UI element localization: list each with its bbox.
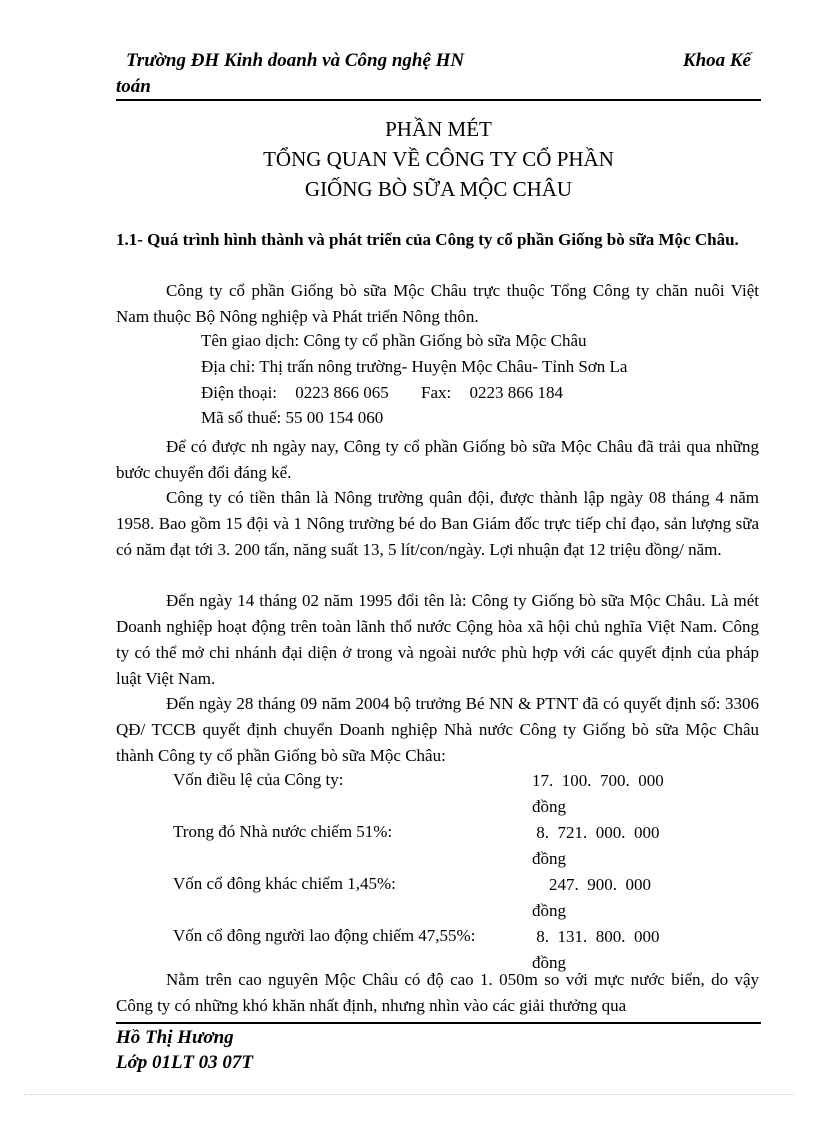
capital-label: Vốn điều lệ của Công ty:: [173, 770, 344, 789]
capital-amount: 8. 131. 800. 000: [532, 927, 660, 946]
info-phone-fax: [201, 383, 563, 403]
footer-author: Hồ Thị Hương: [116, 1027, 234, 1048]
capital-label: Vốn cổ đông khác chiếm 1,45%:: [173, 874, 396, 893]
paragraph-6: Nằm trên cao nguyên Mộc Châu có độ cao 1. 050m so với mực nước biển, do vậy Công ty có những khó khăn nhất định, nhưng nhìn vào các giải thưởng qua: [116, 970, 759, 1015]
footer-rule: [116, 1022, 761, 1024]
capital-label: Vốn cổ đông người lao động chiếm 47,55%:: [173, 926, 476, 945]
chapter-title-line-1: TỔNG QUAN VỀ CÔNG TY CỔ PHẦN: [263, 147, 614, 171]
capital-value: [532, 872, 712, 924]
chapter-title-line-2: GIỐNG BÒ SỮA MỘC CHÂU: [304, 177, 573, 201]
capital-amount: 247. 900. 000: [532, 875, 651, 894]
capital-amount: 17. 100. 700. 000: [532, 771, 664, 790]
header-department-continued: toán: [116, 76, 151, 97]
paragraph-4: Đến ngày 14 tháng 02 năm 1995 đổi tên là: Công ty Giống bò sữa Mộc Châu. Là mét Doanh nghiệp hoạt động trên toàn lãnh thổ nước Cộng hòa xã hội chủ nghĩa Việt Nam. Công ty có thể mở chi nhánh đại diện ở trong và ngoài nước phù hợp với các quyết định của pháp luật Việt Nam.: [116, 591, 759, 688]
footer-class: Lớp 01LT 03 07T: [116, 1052, 254, 1073]
phone-number: 0223 866 065: [295, 383, 389, 402]
paragraph-1: Công ty cổ phần Giống bò sữa Mộc Châu trực thuộc Tổng Công ty chăn nuôi Việt Nam thuộc Bộ Nông nghiệp và Phát triển Nông thôn.: [116, 281, 759, 326]
paragraph-2: Để có được nh ngày nay, Công ty cổ phần Giống bò sữa Mộc Châu đã trải qua những bước chuyển đổi đáng kể.: [116, 437, 759, 482]
section-heading: 1.1- Quá trình hình thành và phát triển của Công ty cổ phần Giống bò sữa Mộc Châu.: [116, 230, 739, 249]
info-address: Địa chỉ: Thị trấn nông trường- Huyện Mộc Châu- Tỉnh Sơn La: [201, 357, 628, 376]
capital-unit: đồng: [532, 953, 566, 972]
info-trade-name: Tên giao dịch: Công ty cổ phần Giống bò sữa Mộc Châu: [201, 331, 587, 350]
capital-value: [532, 820, 712, 872]
paragraph-5: Đến ngày 28 tháng 09 năm 2004 bộ trưởng Bé NN & PTNT đã có quyết định số: 3306 QĐ/ TCCB quyết định chuyển Doanh nghiệp Nhà nước Công ty Giống bò sữa Mộc Châu thành Công ty cổ phần Giống bò sữa Mộc Châu:: [116, 694, 759, 765]
capital-unit: đồng: [532, 797, 566, 816]
capital-unit: đồng: [532, 849, 566, 868]
page-bottom-dotted-line: [24, 1094, 794, 1095]
capital-value: [532, 768, 712, 820]
header-rule: [116, 99, 761, 101]
phone-label: Điện thoại:: [201, 383, 278, 402]
paragraph-3: Công ty có tiền thân là Nông trường quân đội, được thành lập ngày 08 tháng 4 năm 1958. Bao gồm 15 đội và 1 Nông trường bé do Ban Giám đốc trực tiếp chỉ đạo, sản lượng sữa có năm đạt tới 3. 200 tấn, năng suất 13, 5 lít/con/ngày. Lợi nhuận đạt 12 triệu đồng/ năm.: [116, 488, 759, 559]
capital-unit: đồng: [532, 901, 566, 920]
capital-amount: 8. 721. 000. 000: [532, 823, 660, 842]
capital-label: Trong đó Nhà nước chiếm 51%:: [173, 822, 393, 841]
fax-number: 0223 866 184: [469, 383, 563, 402]
part-title: PHẦN MÉT: [385, 117, 492, 141]
fax-label: Fax:: [421, 383, 452, 402]
info-tax-code: Mã số thuế: 55 00 154 060: [201, 408, 384, 427]
header-school: Trường ĐH Kinh doanh và Công nghệ HN: [126, 50, 465, 71]
header-department: Khoa Kế: [682, 50, 751, 71]
